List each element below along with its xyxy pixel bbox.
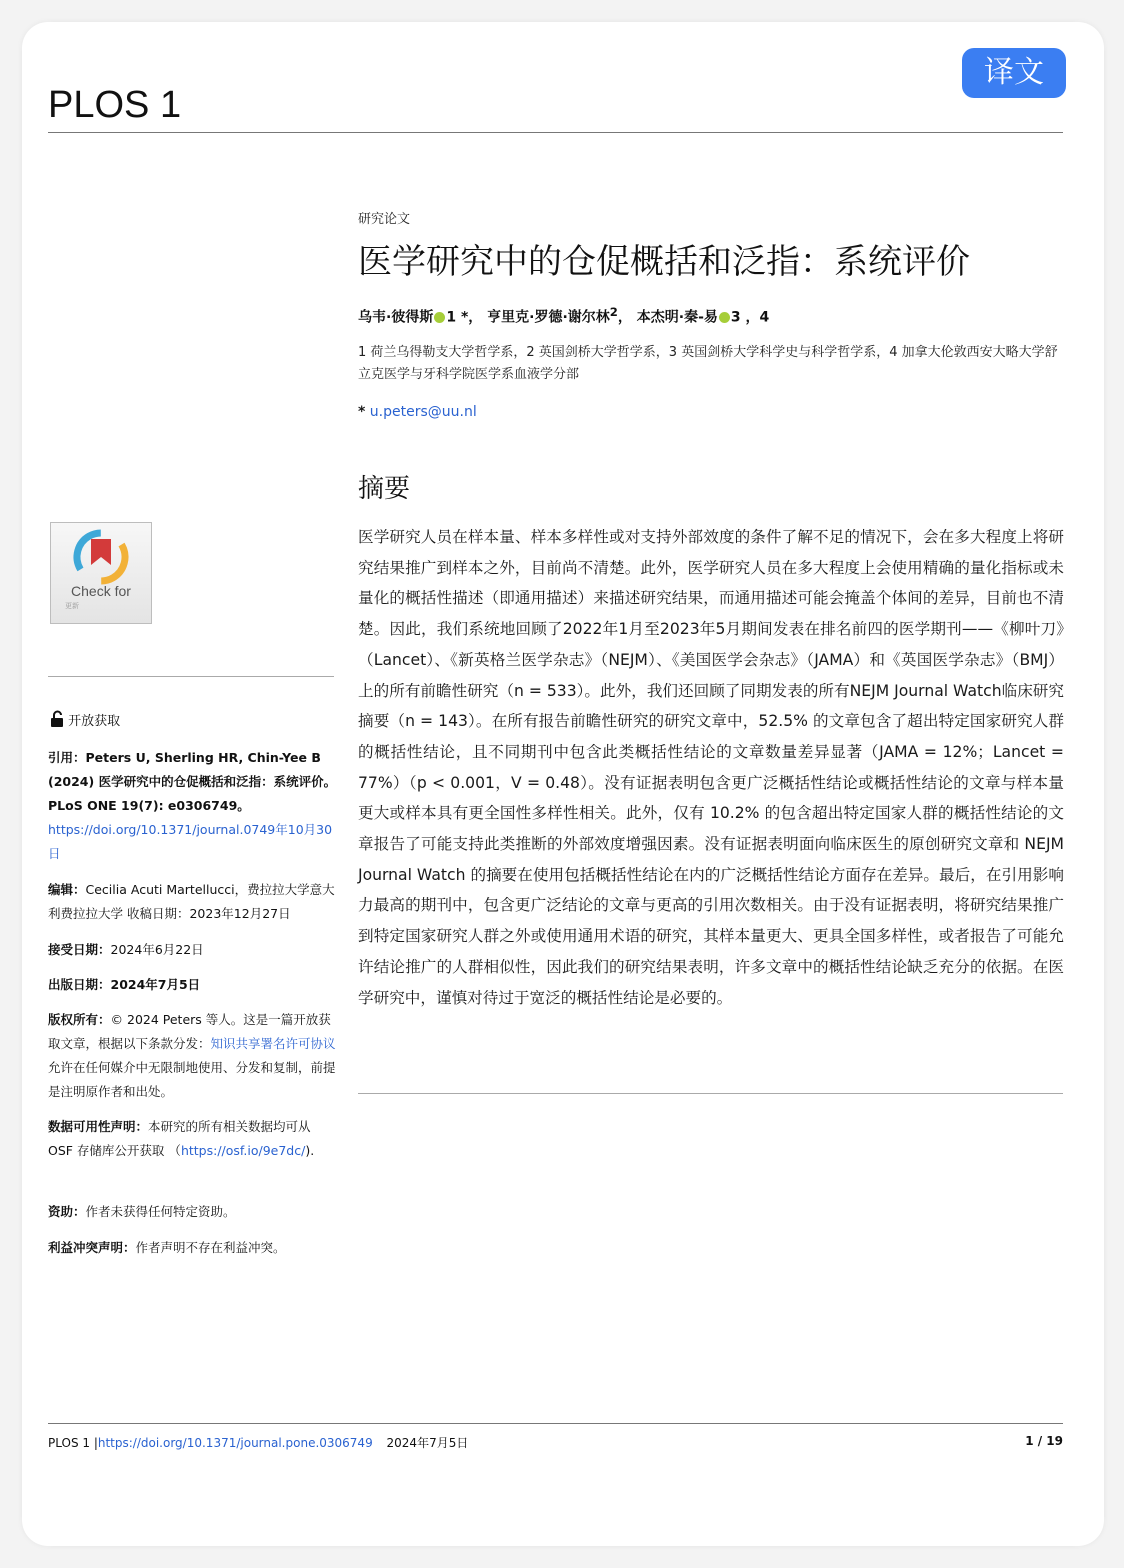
header-divider [48,132,1063,133]
copyright-block [48,1008,338,1104]
crossmark-icon [51,525,151,585]
author-marks: 3 ，4 [730,309,770,326]
citation-block [48,746,338,866]
author-name[interactable]: 本杰明·秦-易 [636,309,718,326]
accepted-label: 接受日期： [48,942,111,957]
corresponding-email [358,404,477,420]
author-marks: 1 *， [446,309,483,326]
sidebar-divider [48,676,334,677]
article-type: 研究论文 [358,212,411,227]
competing-interests-label: 利益冲突声明： [48,1240,136,1255]
editor-text: Cecilia Acuti Martellucci，费拉拉大学意大利费拉拉大学 收稿日期：2023年12月27日 [48,882,335,921]
affiliations: 1 荷兰乌得勒支大学哲学系，2 英国剑桥大学哲学系，3 英国剑桥大学科学史与科学哲学系，4 加拿大伦敦西安大略大学舒立克医学与牙科学院医学系血液学分部 [358,345,1058,382]
copyright-text-end: 允许在任何媒介中无限制地使用、分发和复制，前提是注明原作者和出处。 [48,1060,336,1099]
abstract-heading: 摘要 [358,474,411,504]
published-label: 出版日期：2024年7月5日 [48,977,201,992]
author-name[interactable]: 亨里克·罗德·谢尔林 [487,309,610,326]
funding-block [48,1200,338,1224]
footer-doi-link[interactable]: https://doi.org/10.1371/journal.pone.0306749 [97,1436,373,1450]
competing-interests-block [48,1236,338,1260]
accepted-date: 2024年6月22日 [110,942,204,957]
orcid-icon[interactable] [719,312,730,323]
funding-label: 资助： [48,1204,86,1219]
citation-label: 引用： [48,750,86,765]
open-access-label: 开放获取 [68,714,121,729]
email-link[interactable]: u.peters@uu.nl [369,404,477,420]
osf-link[interactable]: https://osf.io/9e7dc/ [180,1143,306,1158]
editor-block [48,878,338,926]
funding-text: 作者未获得任何特定资助。 [85,1204,236,1219]
footer-left [48,1434,468,1451]
published-block [48,973,338,997]
check-for-updates-badge[interactable] [50,522,152,624]
open-lock-icon [50,710,64,728]
editor-label: 编辑： [48,882,86,897]
citation-text: Peters U, Sherling HR, Chin-Yee B (2024) 医学研究中的仓促概括和泛指：系统评价。PLoS ONE 19(7): e0306749。 [48,750,337,813]
author-separator: ， [617,309,632,326]
data-availability-text: 本研究的所有相关数据均可从 OSF 存储库公开获取 [48,1119,311,1158]
footer-date: 2024年7月5日 [386,1436,469,1450]
footer-divider [48,1423,1063,1424]
translate-button[interactable]: 译文 [962,48,1066,98]
crossmark-sub: 更新 [65,602,79,610]
license-link[interactable]: 知识共享署名许可协议 [210,1036,336,1051]
data-availability-label: 数据可用性声明： [48,1119,149,1134]
open-access-row [50,710,120,729]
competing-interests-text: 作者声明不存在利益冲突。 [135,1240,286,1255]
abstract-divider [358,1093,1063,1094]
data-availability-block [48,1115,338,1163]
journal-logo: PLOS 1 [48,84,182,126]
data-link-open: （ [168,1143,181,1158]
article-title: 医学研究中的仓促概括和泛指：系统评价 [358,242,970,282]
author-list [358,305,769,327]
footer-journal: PLOS 1 | [48,1436,98,1450]
author-marks: 2 [609,305,618,319]
copyright-label: 版权所有： [48,1012,111,1027]
copyright-text: © 2024 Peters 等人。这是一篇开放获取文章，根据以下条款分发： [48,1012,331,1051]
accepted-block [48,938,338,962]
citation-link[interactable]: https://doi.org/10.1371/journal.0749年10月30日 [48,822,333,861]
crossmark-label: Check for [71,583,131,599]
page-number: 1 / 19 [1025,1434,1063,1448]
data-link-close: ). [305,1143,315,1158]
orcid-icon[interactable] [434,312,445,323]
corresponding-star: * [358,404,366,420]
author-name[interactable]: 乌韦·彼得斯 [358,309,434,326]
abstract-body: 医学研究人员在样本量、样本多样性或对支持外部效度的条件了解不足的情况下，会在多大程度上将研究结果推广到样本之外，目前尚不清楚。此外，医学研究人员在多大程度上会使用精确的量化指标或未量化的概括性描述（即通用描述）来描述研究结果，而通用描述可能会掩盖个体间的差异，目前也不清楚。因此，我们系统地回顾了2022年1月至2023年5月期间发表在排名前四的医学期刊——《柳叶刀》（Lancet）、《新英格兰医学杂志》（NEJM）、《美国医学会杂志》（JAMA）和《英国医学杂志》（BMJ）上的所有前瞻性研究（n = 533）。此外，我们还回顾了同期发表的所有NEJM Journal Watch临床研究摘要（n = 143）。在所有报告前瞻性研究的研究文章中，52.5% 的文章包含了超出特定国家研究人群的概括性结论，且不同期刊中包含此类概括性结论的文章数量差异显著（JAMA = 12%；Lancet = 77%）（p < 0.001，V = 0.48）。没有证据表明包含更广泛概括性结论或概括性结论的文章与样本量更大或样本具有更全国性多样性相关。此外，仅有 10.2% 的包含超出特定国家人群的概括性结论的文章报告了可能支持此类推断的外部效度增强因素。没有证据表明面向临床医生的原创研究文章和 NEJM Journal Watch 的摘要在使用包括概括性结论在内的广泛概括性结论方面存在差异。最后，在引用影响力最高的期刊中，包含更广泛结论的文章与更高的引用次数相关。由于没有证据表明，将研究结果推广到特定国家研究人群之外或使用通用术语的研究，其样本量更大、更具全国多样性，或者报告了可能允许结论推广的人群相似性，因此我们的研究结果表明，许多文章中的概括性结论缺乏充分的依据。在医学研究中，谨慎对待过于宽泛的概括性结论是必要的。 [358,528,1064,1007]
